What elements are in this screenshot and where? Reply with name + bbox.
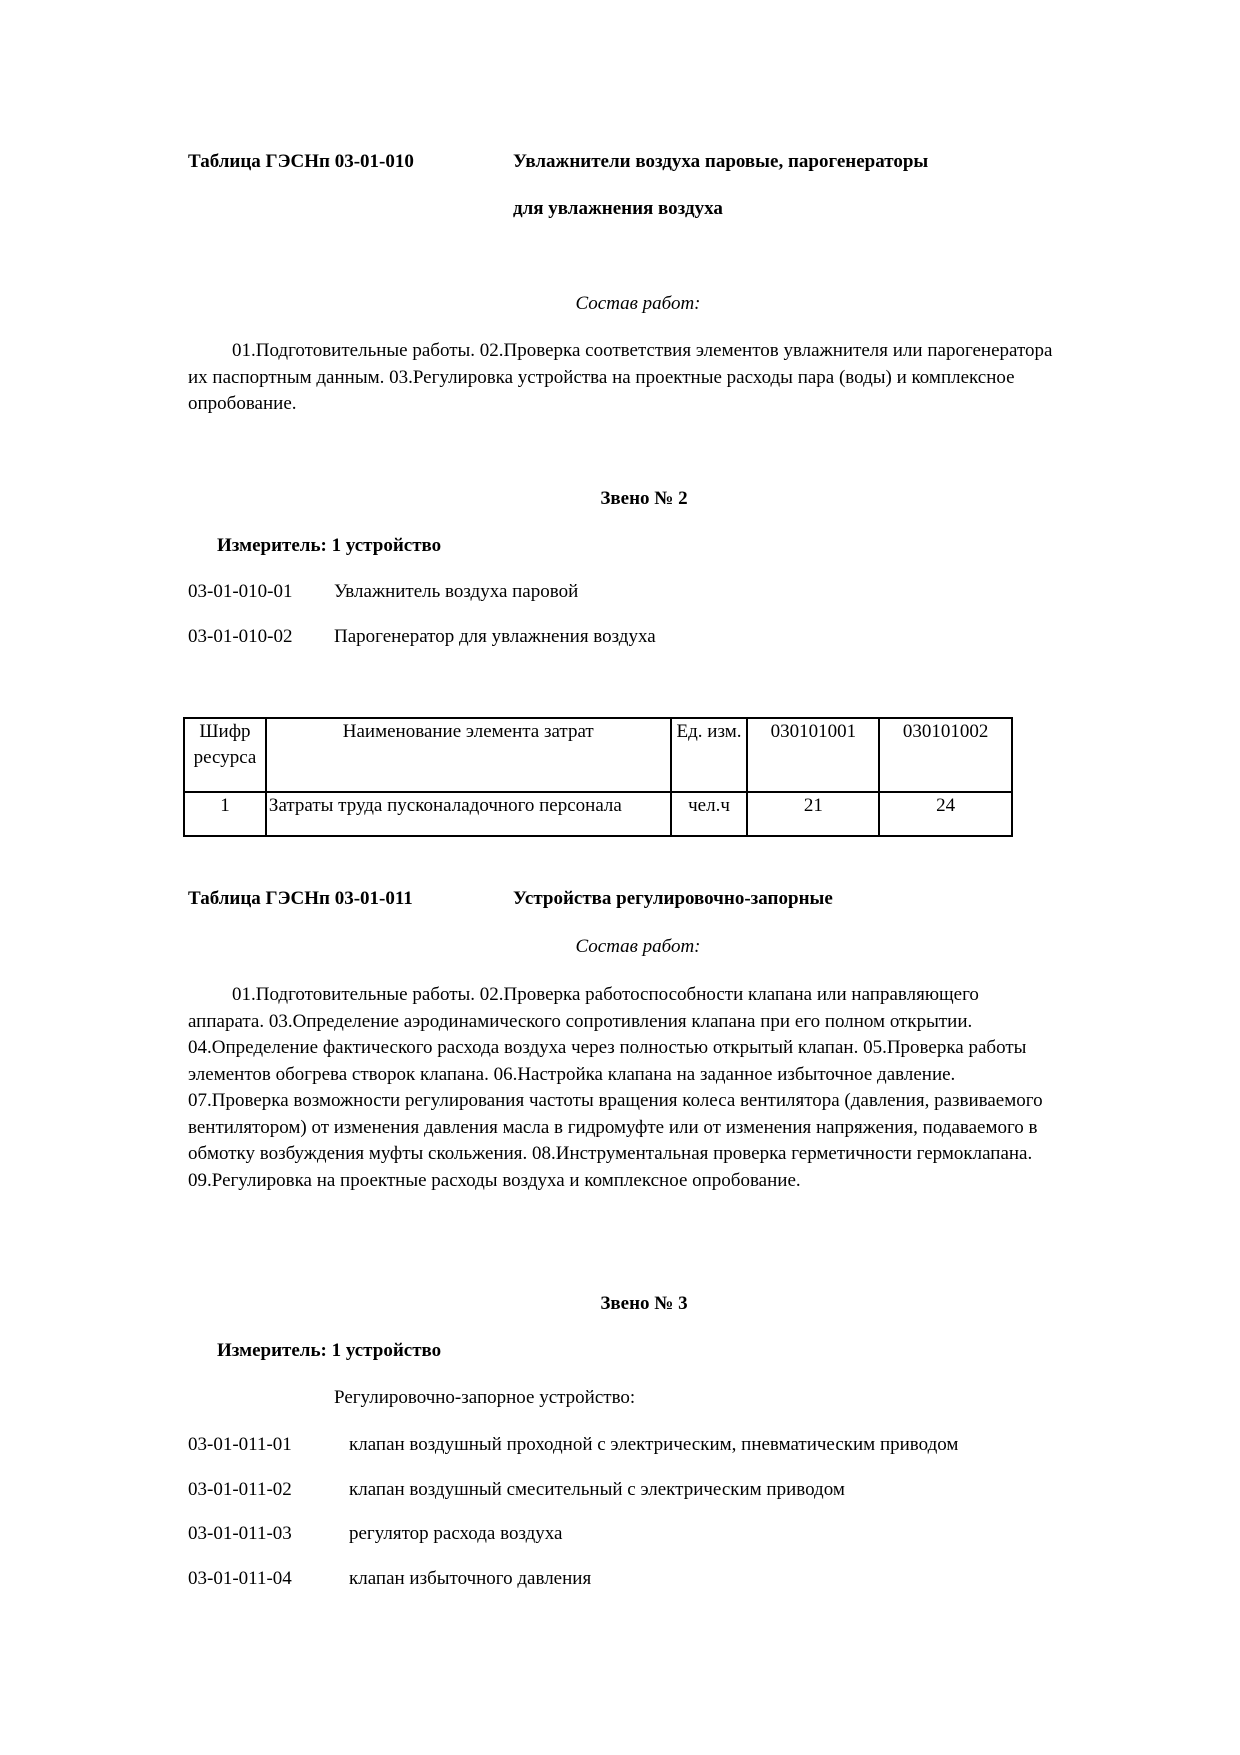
item-code: 03-01-011-01 [188, 1434, 292, 1455]
header-cell: Шифр ресурса [184, 718, 266, 792]
cost-table [183, 717, 1013, 837]
measure-2: Измеритель: 1 устройство [217, 1340, 442, 1361]
zveno-2: Звено № 2 [600, 488, 688, 509]
table-cell: чел.ч [671, 792, 748, 836]
table-name-line2: для увлажнения воздуха [513, 198, 723, 219]
header-cell: Ед. изм. [671, 718, 748, 792]
composition-title-2: Состав работ: [575, 936, 701, 957]
composition-title-1: Состав работ: [575, 293, 701, 314]
table-cell: Затраты труда пусконаладочного персонала [266, 792, 671, 836]
item-code: 03-01-010-02 [188, 626, 293, 647]
item-code: 03-01-011-02 [188, 1479, 292, 1500]
table-code-03-01-010: Таблица ГЭСНп 03-01-010 [188, 151, 414, 172]
item-name: клапан воздушный смесительный с электрическим приводом [349, 1479, 845, 1500]
composition-text-1: 01.Подготовительные работы. 02.Проверка соответствия элементов увлажнителя или парогенератора их паспортным данным. 03.Регулировка устройства на проектные расходы пара (воды) и комплексное опробование. [188, 340, 1053, 414]
table-cell: 1 [184, 792, 266, 836]
device-subheading: Регулировочно-запорное устройство: [334, 1387, 636, 1408]
table-name: Устройства регулировочно-запорные [513, 888, 833, 909]
item-code: 03-01-010-01 [188, 581, 293, 602]
header-cell: 030101001 [747, 718, 879, 792]
item-name: регулятор расхода воздуха [349, 1523, 563, 1544]
item-name: Парогенератор для увлажнения воздуха [334, 626, 656, 647]
header-cell: Наименование элемента затрат [266, 718, 671, 792]
item-name: клапан воздушный проходной с электрическим, пневматическим приводом [349, 1434, 959, 1455]
table-header-row [184, 718, 1012, 792]
composition-text-2: 01.Подготовительные работы. 02.Проверка работоспособности клапана или направляющего аппарата. 03.Определение аэродинамического сопротивления клапана при его полном открытии. 04.Определение фактического расхода воздуха через полностью открытый клапан. 05.Проверка работы элементов обогрева створок клапана. 06.Настройка клапана на заданное избыточное давление. 07.Проверка возможности регулирования частоты вращения колеса вентилятора (давления, развиваемого вентилятором) от изменения давления масла в гидромуфте или от изменения напряжения, подаваемого в обмотку возбуждения муфты скольжения. 08.Инструментальная проверка герметичности гермоклапана. 09.Регулировка на проектные расходы воздуха и комплексное опробование. [188, 984, 1043, 1191]
table-code-03-01-011: Таблица ГЭСНп 03-01-011 [188, 888, 413, 909]
table-cell: 21 [747, 792, 879, 836]
header-cell: 030101002 [879, 718, 1012, 792]
item-name: клапан избыточного давления [349, 1568, 592, 1589]
item-name: Увлажнитель воздуха паровой [334, 581, 579, 602]
item-code: 03-01-011-04 [188, 1568, 292, 1589]
table-row [184, 792, 1012, 836]
zveno-3: Звено № 3 [600, 1293, 688, 1314]
measure-1: Измеритель: 1 устройство [217, 535, 442, 556]
table-cell: 24 [879, 792, 1012, 836]
table-name-line1: Увлажнители воздуха паровые, парогенераторы [513, 151, 929, 172]
item-code: 03-01-011-03 [188, 1523, 292, 1544]
